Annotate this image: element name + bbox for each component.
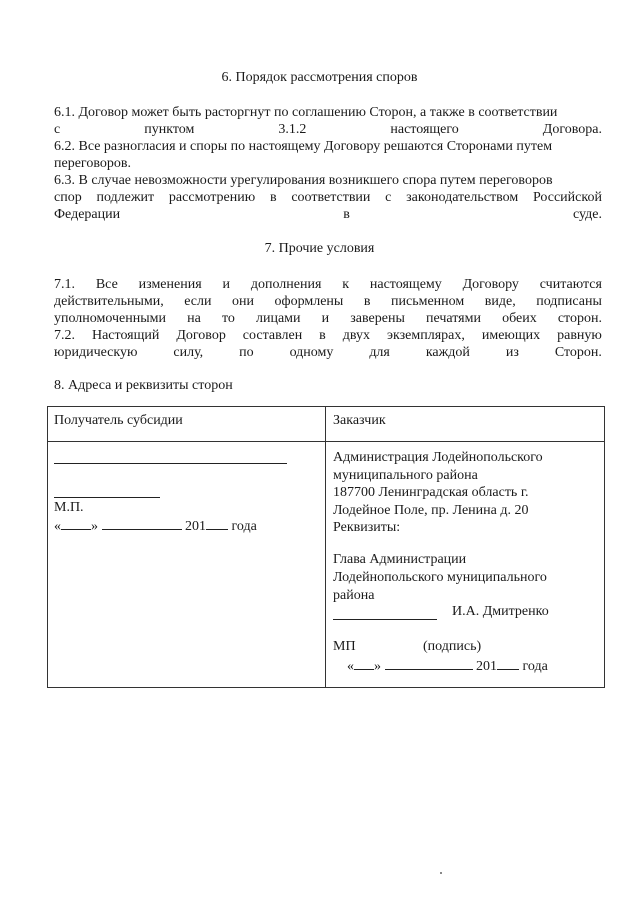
clause-6-3-line-2 <box>54 189 602 206</box>
clause-7-2-line-2 <box>54 344 602 361</box>
day-blank <box>61 517 91 530</box>
word: Договор <box>176 328 226 343</box>
word: изменения <box>138 277 202 292</box>
head-line-2: Лодейнопольского муниципального <box>333 570 547 585</box>
org-name-line-1: Администрация Лодейнопольского <box>333 450 543 465</box>
word: к <box>342 277 350 292</box>
word: рассмотрению <box>168 190 256 205</box>
word: действительными, <box>54 294 164 309</box>
word: и <box>321 311 330 326</box>
word: из <box>505 345 519 360</box>
word: 7.2. <box>54 328 75 343</box>
scan-speck <box>440 872 442 874</box>
year-suffix: года <box>231 519 257 534</box>
word: сторон. <box>557 311 602 326</box>
word: обеих <box>502 311 537 326</box>
word: они <box>232 294 254 309</box>
clause-7-2-line-1 <box>54 327 602 344</box>
word: Сторон. <box>554 345 602 360</box>
word: Договора. <box>542 122 602 137</box>
word: на <box>187 311 201 326</box>
word: соответствии <box>291 190 371 205</box>
word: юридическую <box>54 345 138 360</box>
word: заверены <box>350 311 405 326</box>
word: подписаны <box>536 294 602 309</box>
word: составлен <box>242 328 303 343</box>
section-6-body <box>54 104 602 223</box>
year-prefix: 201 <box>185 519 206 534</box>
quote-open: « <box>54 519 61 534</box>
word: если <box>184 294 212 309</box>
quote-close: » <box>91 519 98 534</box>
org-name-line-2: муниципального района <box>333 467 478 483</box>
word: уполномоченными <box>54 311 167 326</box>
quote-open: « <box>347 659 354 674</box>
word: с <box>54 122 61 137</box>
word: по <box>239 345 254 360</box>
word: одному <box>289 345 334 360</box>
table-header-divider <box>47 441 605 442</box>
word: в <box>343 207 350 222</box>
clause-7-1-line-3 <box>54 310 602 327</box>
word: Федерации <box>54 207 121 222</box>
head-title <box>333 551 547 605</box>
right-mp-label: МП <box>333 639 356 654</box>
word: 3.1.2 <box>278 122 307 137</box>
day-blank <box>354 657 374 670</box>
month-blank <box>102 517 182 530</box>
word: виде, <box>484 294 516 309</box>
address-line-1: 187700 Ленинградская область г. <box>333 485 529 500</box>
word: пунктом <box>144 122 195 137</box>
word: в <box>269 190 277 205</box>
section-7-body <box>54 276 602 361</box>
word: каждой <box>425 345 470 360</box>
word: то <box>221 311 235 326</box>
word: Настоящий <box>91 328 160 343</box>
left-column-header: Получатель субсидии <box>54 413 183 428</box>
word: для <box>369 345 390 360</box>
word: оформлены <box>274 294 344 309</box>
recipient-signature-line <box>54 485 160 498</box>
word: печатями <box>425 311 481 326</box>
word: с <box>385 190 392 205</box>
word: лицами <box>256 311 301 326</box>
year-prefix: 201 <box>476 659 497 674</box>
quote-close: » <box>374 659 381 674</box>
clause-7-1-line-1 <box>54 276 602 293</box>
clause-6-2-line-1: 6.2. Все разногласия и споры по настоящему Договору решаются Сторонами путем <box>54 139 553 154</box>
clause-6-3-line-3 <box>54 206 602 223</box>
word: равную <box>557 328 602 343</box>
clause-6-1-line-2 <box>54 121 602 138</box>
word: двух <box>342 328 371 343</box>
word: законодательством <box>406 190 519 205</box>
month-blank <box>385 657 473 670</box>
word: письменном <box>391 294 465 309</box>
requisites-label: Реквизиты: <box>333 520 401 535</box>
clause-6-1-line-1: 6.1. Договор может быть расторгнут по соглашению Сторон, а также в соответствии <box>54 105 558 120</box>
section-6-title: 6. Порядок рассмотрения споров <box>221 70 418 85</box>
word: спор <box>54 190 82 205</box>
word: настоящему <box>369 277 442 292</box>
word: имеющих <box>481 328 541 343</box>
recipient-name-line <box>54 451 287 464</box>
word: суде. <box>573 207 602 222</box>
word: в <box>363 294 371 309</box>
head-line-3: района <box>333 588 375 603</box>
word: дополнения <box>250 277 322 292</box>
head-signature-line <box>333 607 437 620</box>
word: 7.1. <box>54 277 75 292</box>
clause-7-1-line-2 <box>54 293 602 310</box>
signer-name: И.А. Дмитренко <box>452 604 549 619</box>
word: Все <box>95 277 118 292</box>
right-date-line <box>347 657 548 676</box>
right-column-header: Заказчик <box>333 413 386 428</box>
left-mp-label: М.П. <box>54 500 84 515</box>
word: настоящего <box>390 122 459 137</box>
word: экземплярах, <box>387 328 465 343</box>
left-date-line <box>54 517 257 536</box>
word: подлежит <box>96 190 155 205</box>
word: силу, <box>173 345 204 360</box>
signature-label: (подпись) <box>423 639 482 654</box>
clause-6-3-line-1: 6.3. В случае невозможности урегулирования возникшего спора путем переговоров <box>54 173 553 188</box>
section-7-title: 7. Прочие условия <box>264 241 375 256</box>
word: в <box>319 328 326 343</box>
year-blank <box>497 657 519 670</box>
clause-6-2-line-2: переговоров. <box>54 156 131 171</box>
customer-details <box>333 449 543 537</box>
year-blank <box>206 517 228 530</box>
section-8-title: 8. Адреса и реквизиты сторон <box>54 378 233 393</box>
address-line-2: Лодейное Поле, пр. Ленина д. 20 <box>333 502 529 518</box>
word: Договору <box>462 277 519 292</box>
table-column-divider <box>325 406 326 688</box>
word: и <box>222 277 230 292</box>
year-suffix: года <box>522 659 548 674</box>
word: считаются <box>539 277 602 292</box>
head-line-1: Глава Администрации <box>333 552 467 567</box>
word: Российской <box>532 190 602 205</box>
